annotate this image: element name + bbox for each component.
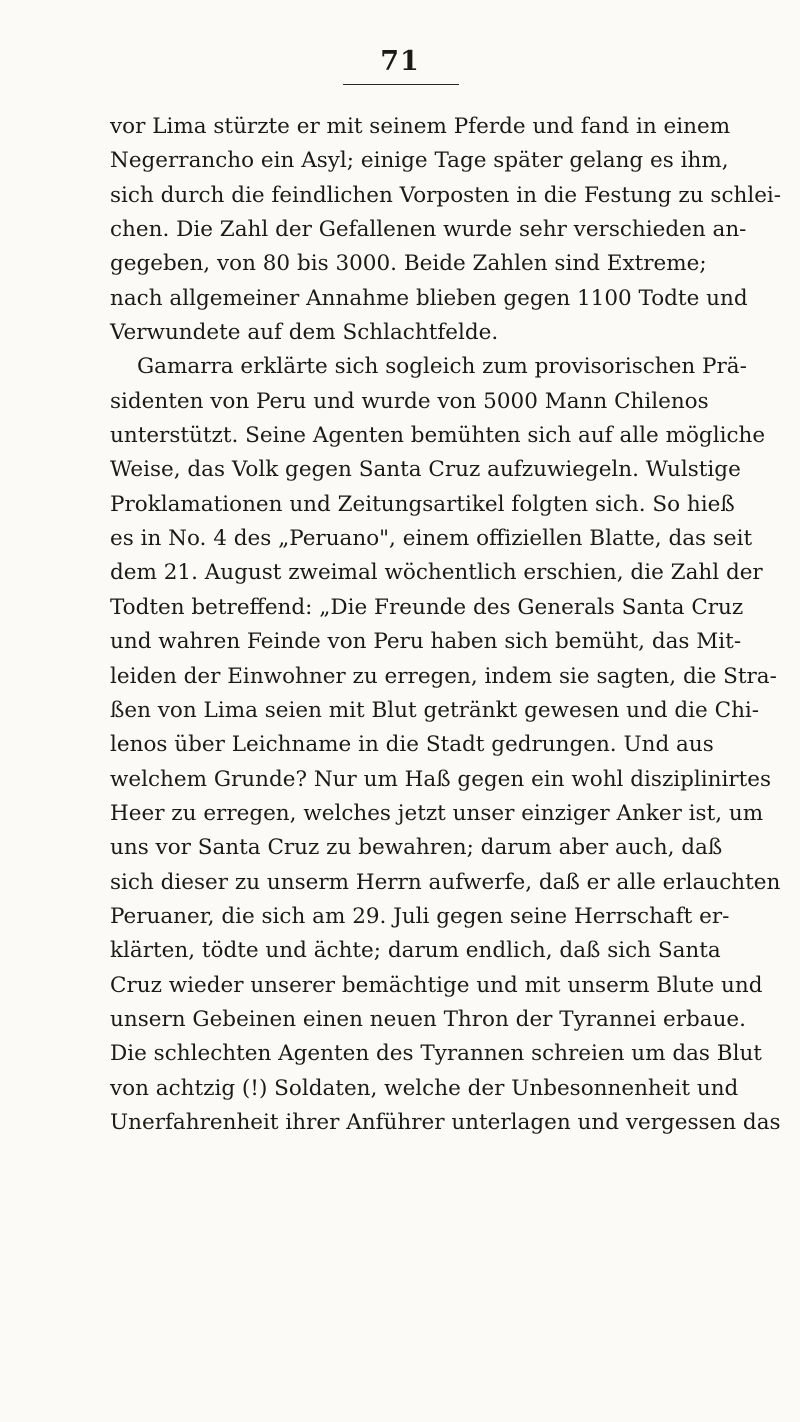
text-line: unsern Gebeinen einen neuen Thron der Tyrannei erbaue. <box>110 1006 746 1032</box>
text-line: leiden der Einwohner zu erregen, indem sie sagten, die Stra- <box>110 663 777 689</box>
page-number-rule <box>343 84 459 85</box>
text-line: unterstützt. Seine Agenten bemühten sich auf alle mögliche <box>110 423 766 449</box>
text-line: es in No. 4 des „Peruano", einem offiziellen Blatte, das seit <box>110 526 753 552</box>
text-line: chen. Die Zahl der Gefallenen wurde sehr verschieden an- <box>110 217 747 243</box>
body-text <box>110 110 782 1140</box>
text-line: uns vor Santa Cruz zu bewahren; darum aber auch, daß <box>110 835 723 861</box>
text-line: sich dieser zu unserm Herrn aufwerfe, daß er alle erlauchten <box>110 869 781 895</box>
text-line: Cruz wieder unserer bemächtige und mit unserm Blute und <box>110 972 763 998</box>
text-line: gegeben, von 80 bis 3000. Beide Zahlen sind Extreme; <box>110 251 707 277</box>
text-line: lenos über Leichname in die Stadt gedrungen. Und aus <box>110 732 714 758</box>
text-line: Weise, das Volk gegen Santa Cruz aufzuwiegeln. Wulstige <box>110 457 741 483</box>
text-line: nach allgemeiner Annahme blieben gegen 1100 Todte und <box>110 285 748 311</box>
text-line: sich durch die feindlichen Vorposten in die Festung zu schlei- <box>110 182 782 208</box>
text-line: sidenten von Peru und wurde von 5000 Mann Chilenos <box>110 388 709 414</box>
text-line: Die schlechten Agenten des Tyrannen schreien um das Blut <box>110 1041 762 1067</box>
text-line: Heer zu erregen, welches jetzt unser einziger Anker ist, um <box>110 800 764 826</box>
text-line: ßen von Lima seien mit Blut getränkt gewesen und die Chi- <box>110 697 760 723</box>
page-number: 71 <box>380 46 420 77</box>
text-line: von achtzig (!) Soldaten, welche der Unbesonnenheit und <box>110 1075 739 1101</box>
text-line: Negerrancho ein Asyl; einige Tage später gelang es ihm, <box>110 148 729 174</box>
text-line: vor Lima stürzte er mit seinem Pferde und fand in einem <box>110 114 731 139</box>
text-line: Unerfahrenheit ihrer Anführer unterlagen und vergessen das <box>110 1109 781 1135</box>
text-line: dem 21. August zweimal wöchentlich erschien, die Zahl der <box>110 560 763 586</box>
text-line: klärten, tödte und ächte; darum endlich, daß sich Santa <box>110 938 721 964</box>
text-line: Todten betreffend: „Die Freunde des Generals Santa Cruz <box>110 594 744 620</box>
text-line: Proklamationen und Zeitungsartikel folgten sich. So hieß <box>110 491 735 517</box>
text-line: welchem Grunde? Nur um Haß gegen ein wohl disziplinirtes <box>110 766 772 792</box>
text-line: und wahren Feinde von Peru haben sich bemüht, das Mit- <box>110 629 742 655</box>
text-line: Peruaner, die sich am 29. Juli gegen seine Herrschaft er- <box>110 903 730 929</box>
text-line: Verwundete auf dem Schlachtfelde. <box>110 320 499 346</box>
text-line: Gamarra erklärte sich sogleich zum provisorischen Prä- <box>137 354 747 380</box>
